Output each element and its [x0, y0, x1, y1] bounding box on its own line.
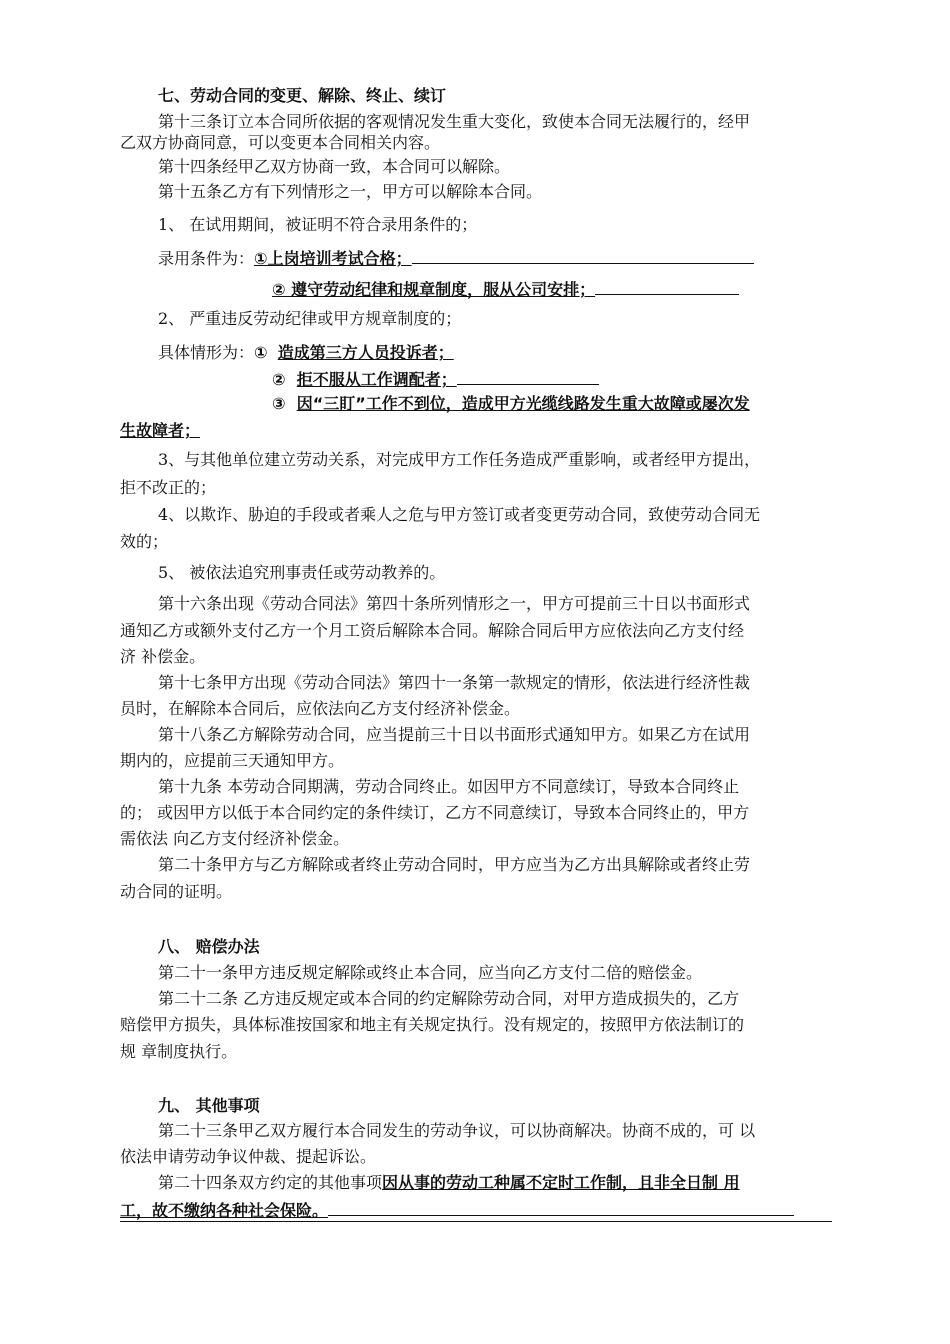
- item-3-line-1: 3、与其他单位建立劳动关系，对完成甲方工作任务造成严重影响，或者经甲方提出，: [158, 450, 761, 469]
- article-24-bold-1: 因从事的劳动工种属不定时工作制，且非全日制 用: [382, 1173, 740, 1192]
- condition-line-2: [272, 276, 739, 302]
- article-17-line-2: 员时，在解除本合同后，应依法向乙方支付经济补偿金。: [120, 699, 521, 718]
- specific-3-part-2: 生故障者；: [120, 421, 201, 440]
- condition-1: ①上岗培训考试合格；: [254, 249, 412, 268]
- specific-line-1: [158, 341, 454, 365]
- article-19-line-3: 需依法 向乙方支付经济补偿金。: [120, 829, 350, 848]
- item-4-line-2: 效的；: [120, 532, 169, 551]
- article-19-line-1: 第十九条 本劳动合同期满，劳动合同终止。如因甲方不同意续订，导致本合同终止: [158, 777, 740, 796]
- item-2: 2、 严重违反劳动纪律或甲方规章制度的；: [158, 309, 462, 328]
- article-23-line-2: 依法申请劳动争议仲裁、提起诉讼。: [120, 1147, 377, 1166]
- specific-2: 拒不服从工作调配者；: [296, 370, 457, 389]
- specific-3-number: ③: [272, 394, 286, 413]
- article-18-line-1: 第十八条乙方解除劳动合同，应当提前三十日以书面形式通知甲方。如果乙方在试用: [158, 725, 751, 744]
- specific-1-number: ①: [254, 343, 268, 362]
- article-15: 第十五条乙方有下列情形之一，甲方可以解除本合同。: [158, 182, 543, 201]
- item-3-line-2: 拒不改正的；: [120, 478, 217, 497]
- condition-label: 录用条件为：: [158, 249, 255, 268]
- article-20-line-2: 动合同的证明。: [120, 882, 233, 901]
- article-16-line-1: 第十六条出现《劳动合同法》第四十条所列情形之一，甲方可提前三十日以书面形式: [158, 594, 751, 613]
- item-1: 1、 在试用期间，被证明不符合录用条件的；: [158, 215, 478, 234]
- specific-line-2: [272, 366, 599, 392]
- bottom-rule: [120, 1221, 832, 1222]
- item-5: 5、 被依法追究刑事责任或劳动教养的。: [158, 563, 446, 582]
- condition-2: ② 遵守劳动纪律和规章制度，服从公司安排；: [272, 280, 596, 299]
- article-21: 第二十一条甲方违反规定解除或终止本合同，应当向乙方支付二倍的赔偿金。: [158, 963, 703, 982]
- article-20-line-1: 第二十条甲方与乙方解除或者终止劳动合同时，甲方应当为乙方出具解除或者终止劳: [158, 855, 751, 874]
- item-4-line-1: 4、以欺诈、胁迫的手段或者乘人之危与甲方签订或者变更劳动合同，致使劳动合同无: [158, 505, 761, 524]
- specific-3-part-1: 因“三盯”工作不到位，造成甲方光缆线路发生重大故障或屡次发: [296, 394, 750, 413]
- article-24-prefix: 第二十四条双方约定的其他事项: [158, 1173, 383, 1192]
- condition-1-blank: [412, 245, 754, 264]
- article-16-line-3: 济 补偿金。: [120, 647, 206, 666]
- article-24-line-2: [120, 1197, 794, 1223]
- article-14: 第十四条经甲乙双方协商一致，本合同可以解除。: [158, 157, 511, 176]
- article-19-line-2: 的； 或因甲方以低于本合同约定的条件续订，乙方不同意续订，导致本合同终止的，甲方: [120, 803, 750, 822]
- article-22-line-3: 规 章制度执行。: [120, 1042, 238, 1061]
- article-22-line-2: 赔偿甲方损失，具体标准按国家和地主有关规定执行。没有规定的，按照甲方依法制订的: [120, 1015, 745, 1034]
- section-9-heading: 九、 其他事项: [158, 1096, 260, 1115]
- article-24-blank: [328, 1197, 794, 1216]
- article-13-line-2: 乙双方协商同意，可以变更本合同相关内容。: [120, 133, 441, 152]
- article-13-line-1: 第十三条订立本合同所依据的客观情况发生重大变化，致使本合同无法履行的，经甲: [158, 112, 751, 131]
- article-24-line-1: [158, 1171, 740, 1195]
- condition-line-1: [158, 245, 754, 271]
- specific-2-number: ②: [272, 370, 286, 389]
- article-16-line-2: 通知乙方或额外支付乙方一个月工资后解除本合同。解除合同后甲方应依法向乙方支付经: [120, 621, 745, 640]
- article-17-line-1: 第十七条甲方出现《劳动合同法》第四十一条第一款规定的情形，依法进行经济性裁: [158, 673, 751, 692]
- condition-2-blank: [595, 276, 739, 295]
- specific-1: 造成第三方人员投诉者；: [277, 343, 454, 362]
- section-8-heading: 八、 赔偿办法: [158, 937, 260, 956]
- article-22-line-1: 第二十二条 乙方违反规定或本合同的约定解除劳动合同，对甲方造成损失的，乙方: [158, 989, 740, 1008]
- article-24-bold-2: 工，故不缴纳各种社会保险。: [120, 1201, 329, 1220]
- specific-line-3: [272, 392, 750, 416]
- article-23-line-1: 第二十三条甲乙双方履行本合同发生的劳动争议，可以协商解决。协商不成的，可 以: [158, 1121, 756, 1140]
- specific-label: 具体情形为：: [158, 343, 255, 362]
- article-18-line-2: 期内的，应提前三天通知甲方。: [120, 751, 345, 770]
- specific-2-blank: [457, 366, 599, 385]
- section-7-heading: 七、劳动合同的变更、解除、终止、续订: [158, 86, 447, 105]
